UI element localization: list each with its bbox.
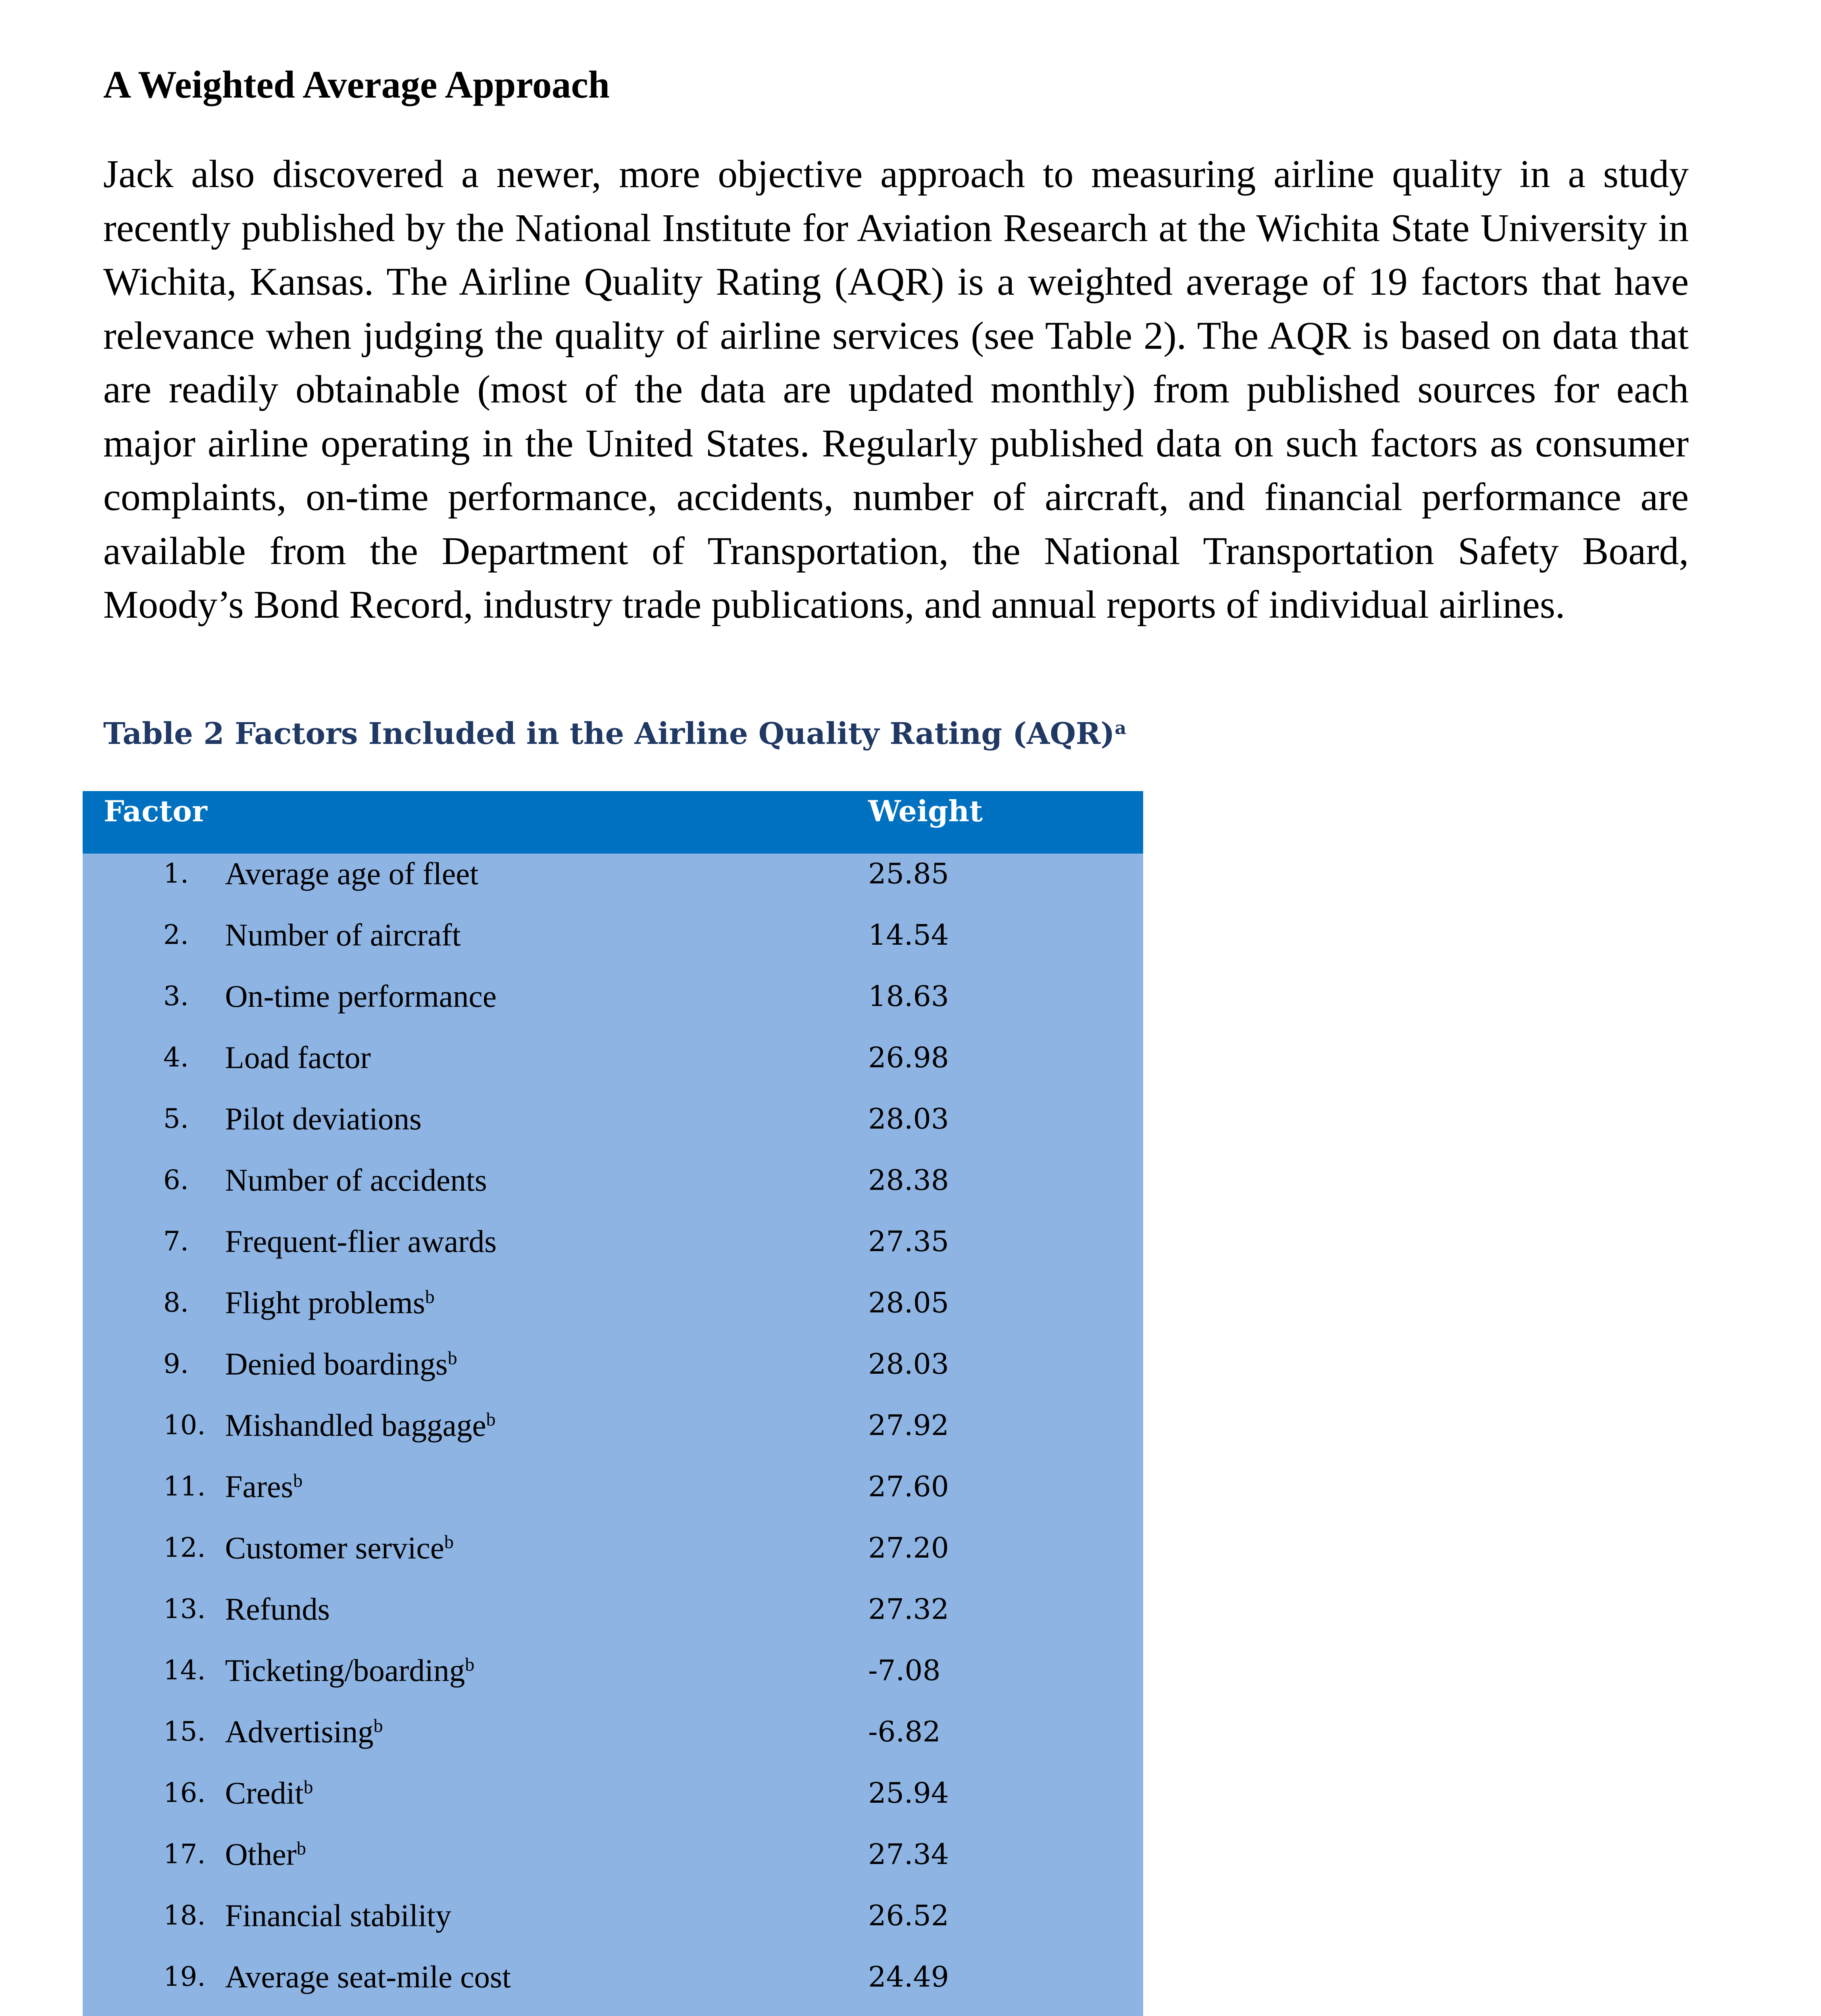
factor-label: On-time performance [225,979,497,1014]
row-number: 9. [163,1348,189,1379]
footnote-reference: b [465,1654,475,1675]
factor-label: Ticketing/boarding [225,1653,465,1688]
table-row [83,976,1143,1037]
factor-label: Customer service [225,1530,444,1565]
factor-label: Load factor [225,1040,371,1075]
factor-cell [225,1405,496,1445]
table-row [83,1405,1143,1466]
row-number: 10. [163,1410,206,1441]
weight-cell: 25.94 [868,1776,949,1810]
table-header [83,791,1143,854]
factor-cell [225,1834,306,1874]
factor-cell [225,1895,451,1936]
section-heading: A Weighted Average Approach [103,63,610,106]
row-number: 19. [163,1961,206,1992]
weight-cell: 24.49 [868,1960,949,1993]
row-number: 1. [163,858,189,889]
factor-cell [225,1773,313,1813]
footnote-reference: b [293,1470,303,1491]
weight-cell: 28.03 [868,1347,949,1381]
table-row [83,1650,1143,1712]
table-row [83,1099,1143,1160]
factor-label: Pilot deviations [225,1101,422,1136]
weight-cell: 28.38 [868,1164,949,1197]
factor-label: Fares [225,1469,293,1504]
row-number: 4. [163,1042,189,1073]
factor-label: Advertising [225,1714,374,1749]
row-number: 2. [163,919,189,950]
table-row [83,1589,1143,1650]
weight-cell: 14.54 [868,918,949,952]
factor-cell [225,1712,383,1752]
table-row [83,915,1143,976]
table-row [83,1834,1143,1895]
footnote-reference: b [425,1286,435,1308]
row-number: 8. [163,1287,189,1318]
factor-label: Average seat-mile cost [225,1959,511,1994]
table-row [83,1466,1143,1528]
row-number: 5. [163,1103,189,1134]
weight-cell: 25.85 [868,857,949,890]
weight-cell: 28.05 [868,1286,949,1319]
weight-cell: 27.34 [868,1838,949,1871]
row-number: 12. [163,1532,206,1563]
factor-cell [225,915,461,955]
footnote-reference: b [373,1715,383,1737]
factor-label: Financial stability [225,1898,452,1933]
table-row [83,1283,1143,1344]
weight-cell: -6.82 [868,1715,941,1748]
factor-cell [225,1099,422,1139]
table-body [83,854,1143,2016]
weight-cell: 26.52 [868,1899,949,1932]
factors-table [83,791,1143,2016]
factor-label: Credit [225,1775,304,1810]
weight-cell: 27.32 [868,1593,949,1626]
weight-cell: 18.63 [868,980,949,1013]
row-number: 13. [163,1593,206,1624]
factor-cell [225,1957,511,1997]
factor-label: Refunds [225,1591,330,1627]
factor-cell [225,1650,475,1691]
row-number: 15. [163,1716,206,1747]
footnote-reference: b [303,1776,313,1798]
table-row [83,1773,1143,1834]
weight-cell: 27.35 [868,1225,949,1258]
factor-cell [225,1037,371,1078]
table-row [83,1037,1143,1099]
factor-label: Number of aircraft [225,917,461,952]
weight-cell: -7.08 [868,1654,941,1687]
row-number: 7. [163,1226,189,1257]
weight-cell: 27.20 [868,1531,949,1564]
table-row [83,1160,1143,1221]
table-row [83,1712,1143,1773]
formula-numerator [417,2013,872,2016]
table-row [83,854,1143,915]
table-caption-text: Table 2 Factors Included in the Airline Quality Rating (AQR) [103,716,1115,751]
table-caption [103,714,1126,754]
footnote-reference: b [486,1409,496,1430]
row-number: 11. [163,1471,206,1502]
factor-cell [225,1160,487,1200]
table-row [83,1957,1143,2016]
footnote-reference: b [444,1531,454,1553]
factor-label: Flight problems [225,1285,425,1320]
factor-cell [225,854,479,894]
body-paragraph: Jack also discovered a newer, more objective approach to measuring airline quality in a study recently published by the National Institute for Aviation Research at the Wichita State University in Wichita, Kansas. The Airline Quality Rating (AQR) is a weighted average of 19 factors that have relevance when judging the quality of airline services (see Table 2). The AQR is based on data that are readily obtainable (most of the data are updated monthly) from published sources for each major airline operating in the United States. Regularly published data on such factors as consumer complaints, on-time performance, accidents, number of aircraft, and financial performance are available from the Department of Transportation, the National Transportation Safety Board, Moody’s Bond Record, industry trade publications, and annual reports of individual airlines. [103,152,1689,627]
factor-label: Number of accidents [225,1162,487,1198]
table-row [83,1895,1143,1957]
factor-label: Denied boardings [225,1346,448,1381]
factor-label: Average age of fleet [225,856,479,891]
row-number: 6. [163,1164,189,1195]
factor-cell [225,1221,497,1262]
factor-cell [225,976,497,1016]
factor-label: Mishandled baggage [225,1408,486,1443]
factor-label: Frequent-flier awards [225,1224,497,1259]
factor-cell [225,1344,457,1384]
row-number: 3. [163,981,189,1012]
table-row [83,1221,1143,1283]
row-number: 16. [163,1777,206,1808]
weight-cell: 27.92 [868,1409,949,1442]
factor-cell [225,1589,330,1629]
factor-cell [225,1283,435,1323]
weight-cell: 26.98 [868,1041,949,1074]
row-number: 14. [163,1655,206,1686]
row-number: 17. [163,1839,206,1870]
footnote-reference: b [448,1347,457,1369]
factor-cell [225,1466,302,1507]
row-number: 18. [163,1900,206,1931]
column-header-weight: Weight [868,794,983,828]
table-row [83,1528,1143,1589]
weight-cell: 28.03 [868,1102,949,1135]
column-header-factor: Factor [104,794,207,828]
footnote-reference: b [296,1838,306,1859]
table-caption-footnote-mark: a [1115,717,1127,739]
table-row [83,1344,1143,1405]
factor-label: Other [225,1837,297,1872]
weight-cell: 27.60 [868,1470,949,1503]
factor-cell [225,1528,454,1568]
